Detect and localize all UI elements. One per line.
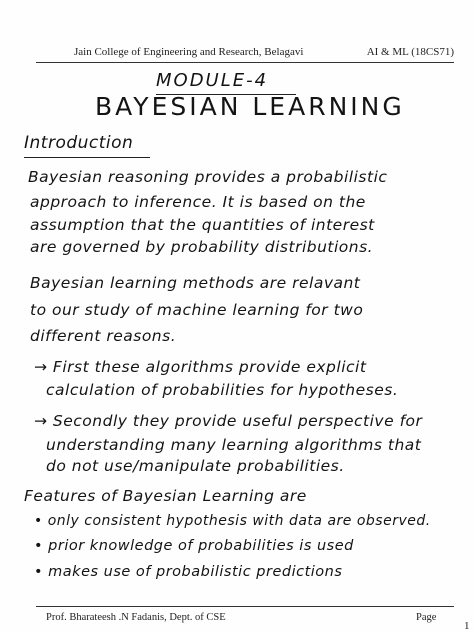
note-line: understanding many learning algorithms that bbox=[46, 436, 422, 454]
footer-divider bbox=[36, 606, 454, 607]
note-line: Features of Bayesian Learning are bbox=[24, 487, 307, 505]
header-institution: Jain College of Engineering and Research, Belagavi bbox=[74, 46, 304, 58]
note-line: → First these algorithms provide explicit bbox=[34, 358, 367, 376]
page-footer bbox=[36, 610, 470, 632]
note-line: different reasons. bbox=[30, 327, 177, 345]
note-line: Bayesian reasoning provides a probabilistic bbox=[28, 168, 388, 186]
note-line: assumption that the quantities of interest bbox=[30, 216, 375, 234]
intro-underline bbox=[24, 157, 150, 158]
note-line: Bayesian learning methods are relavant bbox=[30, 274, 361, 292]
note-line: • only consistent hypothesis with data are observed. bbox=[34, 513, 431, 529]
note-line: → Secondly they provide useful perspective for bbox=[34, 412, 423, 430]
page-title: BAYESIAN LEARNING bbox=[95, 92, 405, 121]
module-heading: MODULE-4 bbox=[156, 70, 269, 91]
header-course: AI & ML (18CS71) bbox=[366, 46, 454, 58]
note-line: approach to inference. It is based on the bbox=[30, 193, 366, 211]
note-line: • makes use of probabilistic predictions bbox=[34, 564, 343, 580]
footer-page-number: 1 bbox=[464, 620, 470, 632]
note-line: do not use/manipulate probabilities. bbox=[46, 457, 345, 475]
footer-author: Prof. Bharateesh .N Fadanis, Dept. of CSE bbox=[46, 612, 226, 623]
note-line: are governed by probability distributions. bbox=[30, 238, 374, 256]
note-line: to our study of machine learning for two bbox=[30, 301, 364, 319]
note-line: calculation of probabilities for hypotheses. bbox=[46, 381, 399, 399]
note-line: • prior knowledge of probabilities is used bbox=[34, 538, 354, 554]
section-heading-introduction: Introduction bbox=[24, 133, 134, 153]
footer-page-label: Page bbox=[416, 612, 437, 623]
page-header bbox=[36, 40, 454, 62]
header-divider bbox=[36, 62, 454, 63]
